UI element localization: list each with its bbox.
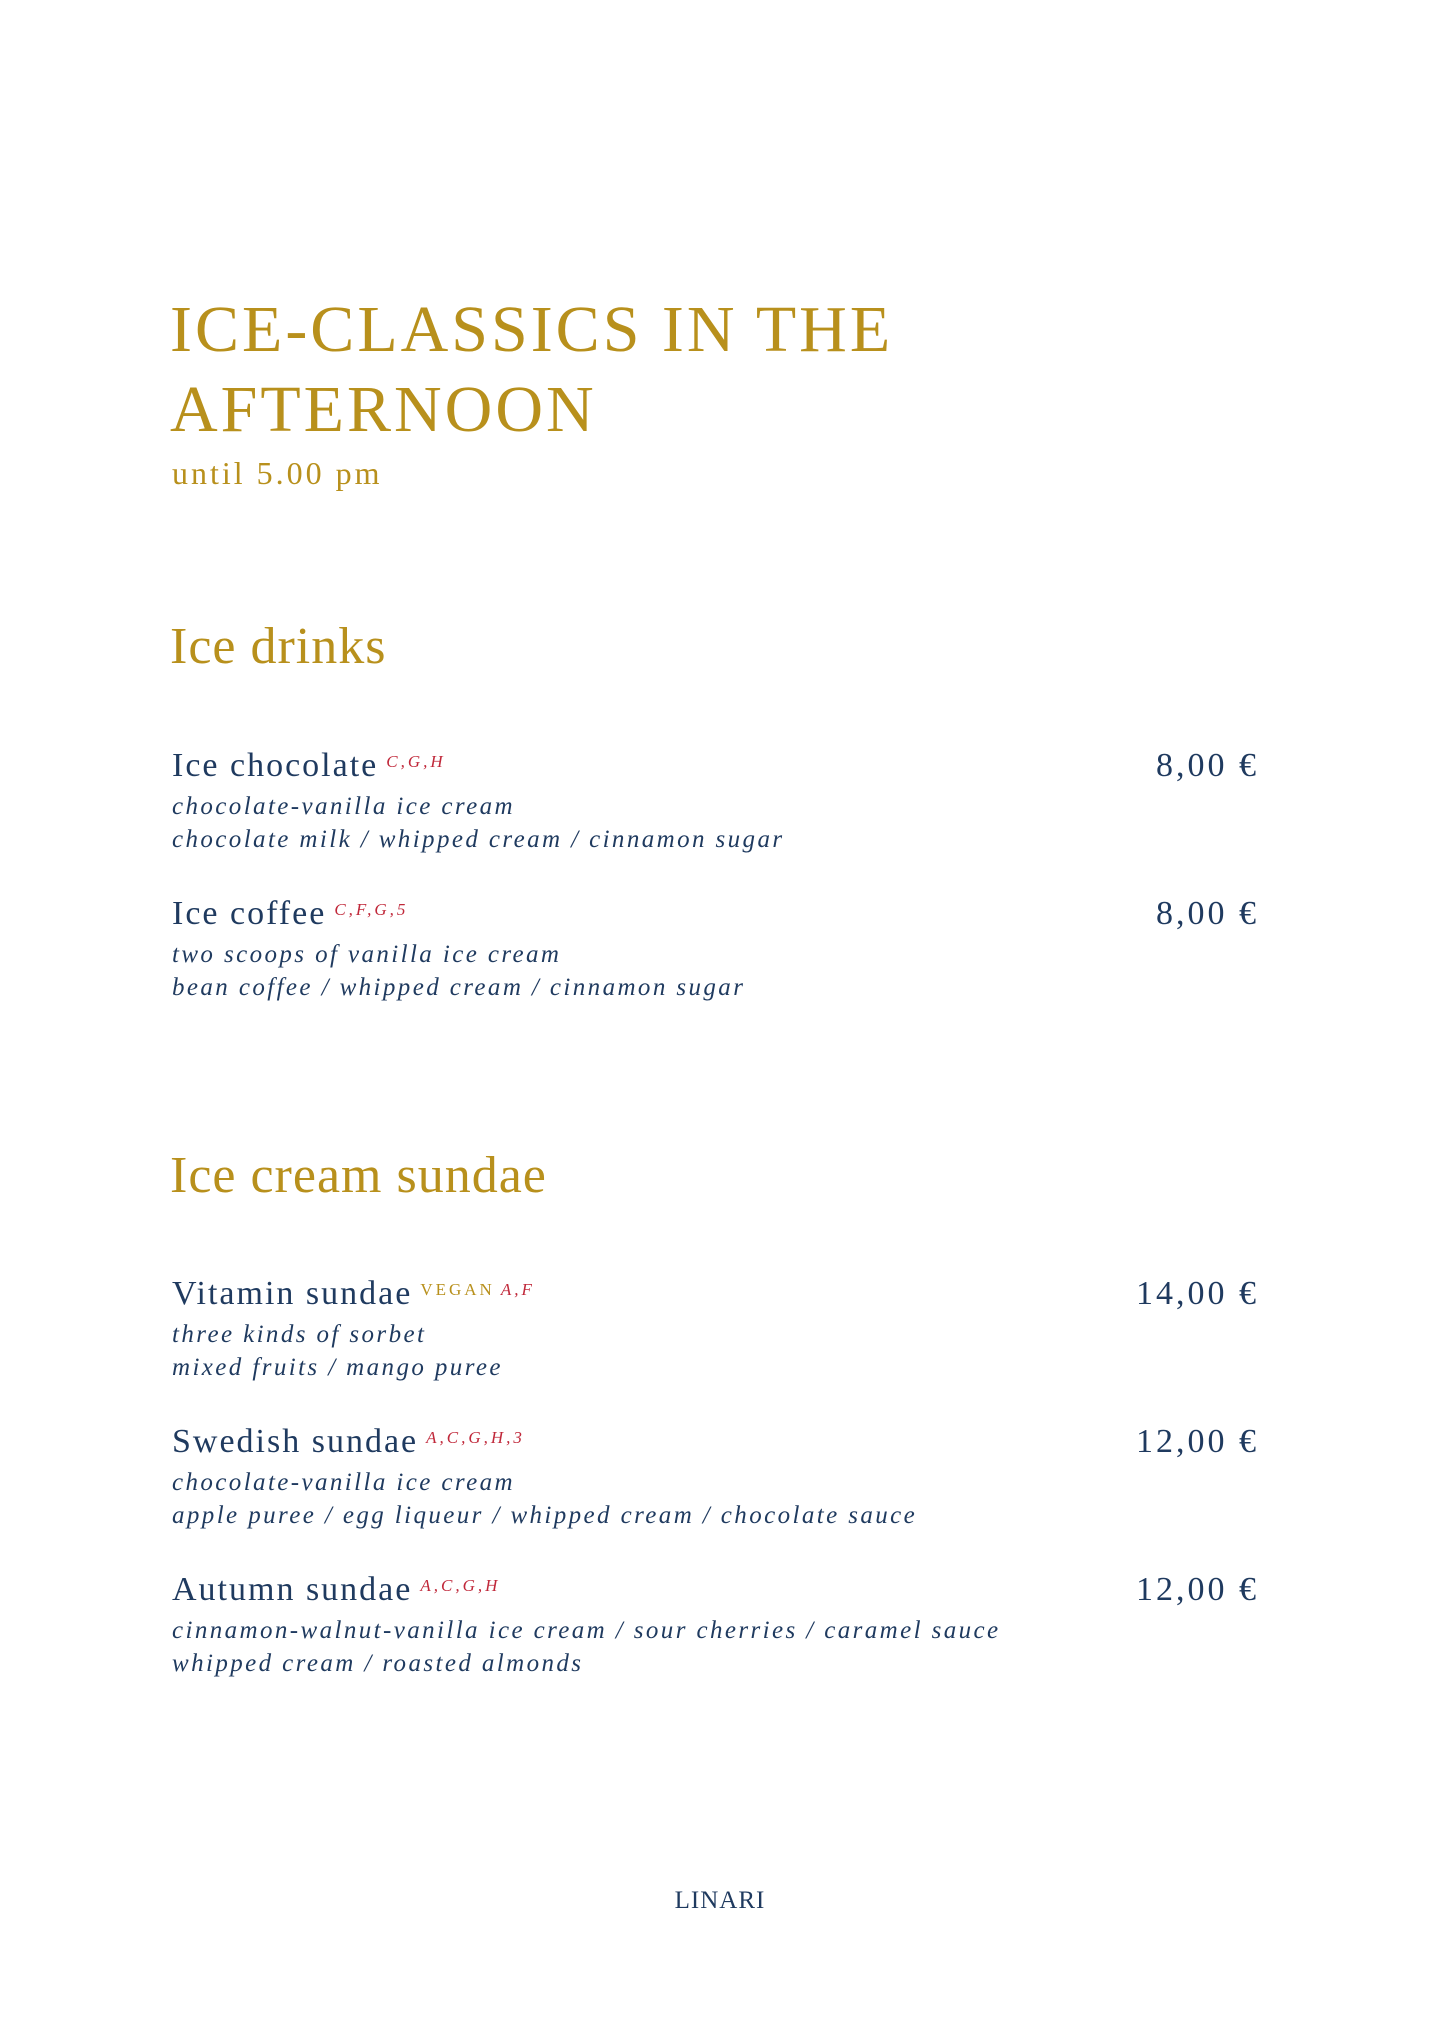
item-price: 8,00 € bbox=[1156, 895, 1259, 932]
item-list bbox=[170, 1272, 1260, 1716]
allergen-codes: A,C,G,H,3 bbox=[426, 1428, 525, 1447]
menu-item-autumn-sundae bbox=[170, 1568, 1260, 1716]
item-description-line: chocolate-vanilla ice cream bbox=[172, 1469, 515, 1496]
item-name: Vitamin sundae bbox=[172, 1275, 413, 1312]
item-name-line bbox=[172, 1272, 535, 1316]
item-description-line: whipped cream / roasted almonds bbox=[172, 1650, 584, 1677]
allergen-codes: A,F bbox=[500, 1280, 535, 1299]
item-name-line bbox=[172, 1420, 525, 1464]
allergen-codes: A,C,G,H bbox=[420, 1576, 501, 1595]
menu-item-ice-coffee bbox=[170, 892, 1260, 1040]
item-price: 12,00 € bbox=[1136, 1571, 1259, 1608]
item-description bbox=[172, 938, 745, 1004]
item-name-line bbox=[172, 1568, 500, 1612]
item-description bbox=[172, 1466, 917, 1532]
item-description bbox=[172, 790, 784, 856]
item-description-line: apple puree / egg liqueur / whipped cream / chocolate sauce bbox=[172, 1502, 918, 1529]
item-price: 14,00 € bbox=[1136, 1275, 1259, 1312]
section-title: Ice cream sundae bbox=[170, 1147, 547, 1204]
item-description-line: mixed fruits / mango puree bbox=[172, 1354, 503, 1381]
item-description-line: two scoops of vanilla ice cream bbox=[172, 941, 562, 968]
item-description bbox=[172, 1614, 1001, 1680]
item-price: 12,00 € bbox=[1136, 1423, 1259, 1460]
item-description bbox=[172, 1318, 503, 1384]
item-name-line bbox=[172, 892, 408, 936]
item-price: 8,00 € bbox=[1156, 747, 1259, 784]
item-name: Autumn sundae bbox=[172, 1571, 413, 1608]
item-description-line: bean coffee / whipped cream / cinnamon sugar bbox=[172, 974, 746, 1001]
item-name: Swedish sundae bbox=[172, 1423, 419, 1460]
item-name: Ice chocolate bbox=[172, 747, 379, 784]
menu-item-swedish-sundae bbox=[170, 1420, 1260, 1568]
page-subtitle: until 5.00 pm bbox=[172, 455, 383, 491]
section-title: Ice drinks bbox=[170, 618, 387, 675]
allergen-codes: C,G,H bbox=[386, 752, 446, 771]
section-ice-cream-sundae bbox=[170, 1145, 1260, 1677]
item-description-line: chocolate milk / whipped cream / cinnamon sugar bbox=[172, 826, 785, 853]
item-list bbox=[170, 744, 1260, 1040]
allergen-codes: C,F,G,5 bbox=[334, 900, 409, 919]
menu-item-vitamin-sundae bbox=[170, 1272, 1260, 1420]
menu-item-ice-chocolate bbox=[170, 744, 1260, 892]
item-description-line: three kinds of sorbet bbox=[172, 1321, 427, 1348]
page-title: ICE-CLASSICS IN THE AFTERNOON bbox=[170, 293, 894, 446]
item-description-line: cinnamon-walnut-vanilla ice cream / sour cherries / caramel sauce bbox=[172, 1617, 1001, 1644]
item-name: Ice coffee bbox=[172, 895, 327, 932]
item-description-line: chocolate-vanilla ice cream bbox=[172, 793, 515, 820]
footer-brand: LINARI bbox=[674, 1887, 766, 1914]
vegan-badge: VEGAN bbox=[420, 1280, 495, 1299]
section-ice-drinks bbox=[170, 616, 1260, 1001]
item-name-line bbox=[172, 744, 446, 788]
